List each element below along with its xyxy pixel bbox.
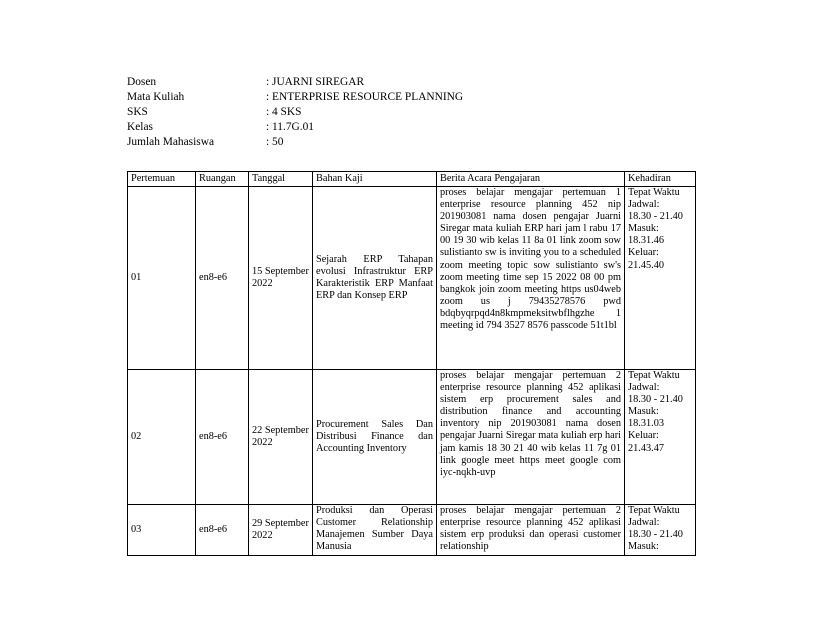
kehadiran-keluar-value: 21.45.40 <box>628 259 665 271</box>
kelas-value: : 11.7G.01 <box>266 121 314 133</box>
col-header-tanggal: Tanggal <box>249 172 313 187</box>
kehadiran-masuk-label: Masuk: <box>628 406 659 418</box>
kehadiran-jadwal-value: 18.30 - 21.40 <box>628 529 683 541</box>
col-header-bahan-kaji: Bahan Kaji <box>313 172 437 187</box>
kehadiran-status: Tepat Waktu <box>628 187 680 198</box>
kehadiran-status: Tepat Waktu <box>628 370 680 381</box>
dosen-label: Dosen <box>127 76 157 88</box>
ruangan-cell: en8-e6 <box>196 370 249 505</box>
info-row-sks <box>127 105 566 120</box>
pertemuan-cell: 02 <box>128 370 196 505</box>
bahan-kaji-cell <box>313 505 437 556</box>
kehadiran-keluar-label: Keluar: <box>628 430 659 442</box>
course-info <box>127 75 566 150</box>
kehadiran-masuk-value: 18.31.46 <box>628 235 665 247</box>
sks-label: SKS <box>127 106 148 118</box>
ruangan-cell: en8-e6 <box>196 187 249 370</box>
table-row <box>128 187 696 370</box>
kehadiran-jadwal-label: Jadwal: <box>628 517 660 529</box>
kehadiran-list <box>628 505 692 555</box>
col-header-berita-acara: Berita Acara Pengajaran <box>437 172 625 187</box>
tanggal-cell: 29 September 2022 <box>249 505 313 556</box>
table-row <box>128 370 696 505</box>
dosen-value: : JUARNI SIREGAR <box>266 76 365 88</box>
info-row-matkul <box>127 90 566 105</box>
kehadiran-jadwal-value: 18.30 - 21.40 <box>628 394 683 406</box>
pertemuan-cell: 03 <box>128 505 196 556</box>
table-row <box>128 505 696 556</box>
kehadiran-masuk-value: 18.31.03 <box>628 418 665 430</box>
bahan-kaji-text: Produksi dan Operasi Customer Relationship Manajemen Sumber Daya Manusia <box>316 505 433 553</box>
bahan-kaji-cell: Procurement Sales Dan Distribusi Finance dan Accounting Inventory <box>313 370 437 505</box>
kehadiran-masuk-label: Masuk: <box>628 223 659 235</box>
info-row-jumlah <box>127 135 566 150</box>
bahan-kaji-cell: Sejarah ERP Tahapan evolusi Infrastruktur ERP Karakteristik ERP Manfaat ERP dan Konsep ERP <box>313 187 437 370</box>
kehadiran-jadwal-value: 18.30 - 21.40 <box>628 211 683 223</box>
kehadiran-jadwal-label: Jadwal: <box>628 382 660 394</box>
pertemuan-cell: 01 <box>128 187 196 370</box>
berita-acara-cell <box>437 505 625 556</box>
jumlah-value: : 50 <box>266 136 284 148</box>
col-header-kehadiran: Kehadiran <box>625 172 696 187</box>
kehadiran-cell <box>625 370 696 505</box>
kehadiran-status: Tepat Waktu <box>628 505 680 516</box>
kehadiran-cell <box>625 187 696 370</box>
table-header-row <box>128 172 696 187</box>
matkul-label: Mata Kuliah <box>127 91 185 103</box>
kehadiran-jadwal-label: Jadwal: <box>628 199 660 211</box>
kehadiran-masuk-label: Masuk: <box>628 541 659 553</box>
kehadiran-keluar-value: 21.43.47 <box>628 442 665 454</box>
ruangan-cell: en8-e6 <box>196 505 249 556</box>
col-header-ruangan: Ruangan <box>196 172 249 187</box>
teaching-report-table <box>127 171 696 556</box>
tanggal-cell: 22 September 2022 <box>249 370 313 505</box>
berita-acara-cell: proses belajar mengajar pertemuan 1 enterprise resource planning 452 nip 201903081 nama dosen pengajar Juarni Siregar mata kuliah ERP hari jam l rabu 17 00 19 30 wib kelas 11 8a 01 link zoom sow sulistianto sw is inviting you to a scheduled zoom meeting topic sow sulistianto sw's zoom meeting time sep 15 2022 08 00 pm bangkok join zoom meeting https us04web zoom us j 79435278576 pwd bdqbyqrpqd4n8kmpmeksitwbflhgzhe 1 meeting id 794 3527 8576 passcode 51t1bl <box>437 187 625 370</box>
berita-acara-cell: proses belajar mengajar pertemuan 2 enterprise resource planning 452 aplikasi sistem erp procurement sales and distribution finance and accounting inventory nip 201903081 nama dosen pengajar Juarni Siregar mata kuliah erp hari jam kamis 18 30 21 40 wib kelas 11 7g 01 link google meet https meet google com iyc-nqkh-uvp <box>437 370 625 505</box>
jumlah-label: Jumlah Mahasiswa <box>127 136 214 148</box>
kehadiran-keluar-label: Keluar: <box>628 247 659 259</box>
kehadiran-cell <box>625 505 696 556</box>
col-header-pertemuan: Pertemuan <box>128 172 196 187</box>
matkul-value: : ENTERPRISE RESOURCE PLANNING <box>266 91 464 103</box>
tanggal-cell: 15 September 2022 <box>249 187 313 370</box>
info-row-dosen <box>127 75 566 90</box>
berita-acara-text: proses belajar mengajar pertemuan 2 enterprise resource planning 452 aplikasi sistem erp produksi dan operasi customer relationship <box>440 505 621 553</box>
kelas-label: Kelas <box>127 121 153 133</box>
info-row-kelas <box>127 120 566 135</box>
sks-value: : 4 SKS <box>266 106 302 118</box>
